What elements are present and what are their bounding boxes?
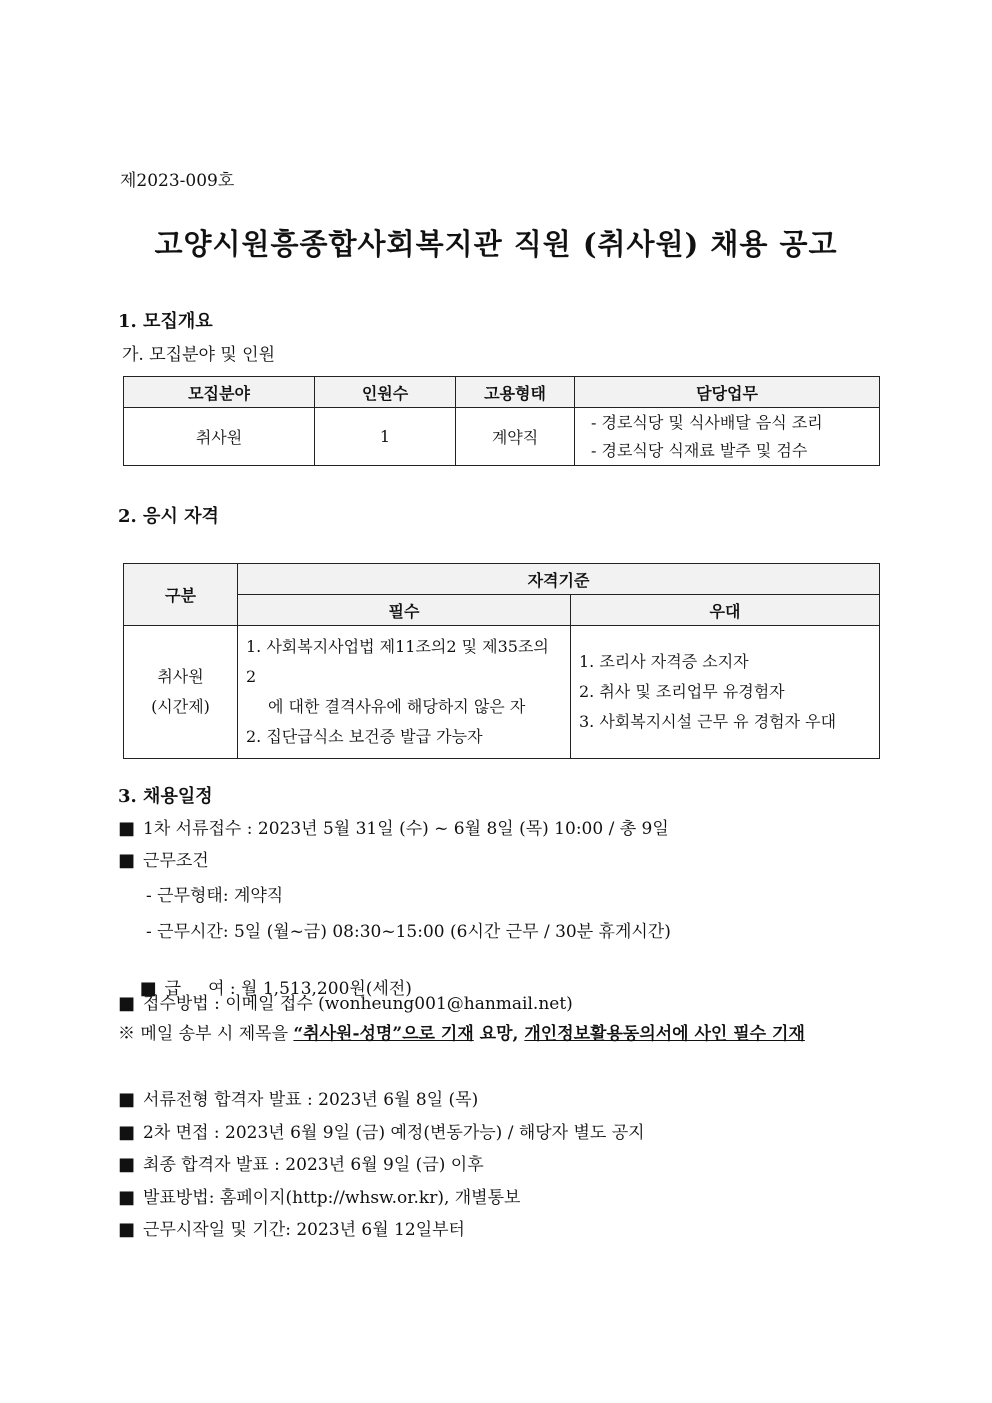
preferred-item: 1. 조리사 자격증 소지자 xyxy=(579,652,749,671)
schedule-apply-method: 접수방법 : 이메일 접수 (wonheung001@hanmail.net) xyxy=(143,994,573,1014)
note-mid: 요망, xyxy=(473,1024,525,1044)
header-criteria: 자격기준 xyxy=(238,564,880,595)
cell-count: 1 xyxy=(315,408,456,466)
section2-heading: 2. 응시 자격 xyxy=(118,506,219,527)
header-required: 필수 xyxy=(238,595,571,626)
square-bullet-icon: ■ xyxy=(139,978,157,999)
recruit-table xyxy=(123,376,880,466)
square-bullet-icon: ■ xyxy=(118,1089,136,1110)
cell-duties xyxy=(575,408,880,466)
square-bullet-icon: ■ xyxy=(118,1187,136,1208)
section1-heading: 1. 모집개요 xyxy=(118,311,213,332)
schedule-conditions: 근무조건 xyxy=(143,851,209,871)
list-item xyxy=(118,1118,645,1143)
schedule-work-type: - 근무형태: 계약직 xyxy=(146,886,284,906)
header-field: 모집분야 xyxy=(124,377,315,408)
required-item: 1. 사회복지사업법 제11조의2 및 제35조의 2 xyxy=(246,637,549,686)
note-subject: “취사원-성명”으로 기재 xyxy=(293,1024,474,1044)
cell-type: 계약직 xyxy=(456,408,575,466)
list-item xyxy=(118,1085,478,1110)
square-bullet-icon: ■ xyxy=(118,993,136,1014)
note-consent: 개인정보활용동의서에 사인 필수 기재 xyxy=(524,1024,805,1044)
email-note xyxy=(118,1018,878,1050)
page-title: 고양시원흥종합사회복지관 직원 (취사원) 채용 공고 xyxy=(154,227,838,261)
qualification-table xyxy=(123,563,880,759)
duty-item: - 경로식당 및 식사배달 음식 조리 xyxy=(591,412,823,432)
square-bullet-icon: ■ xyxy=(118,1219,136,1240)
list-item xyxy=(118,1215,465,1240)
section1-subheading: 가. 모집분야 및 인원 xyxy=(122,345,275,365)
preferred-item: 2. 취사 및 조리업무 유경험자 xyxy=(579,682,785,701)
category-line: 취사원 xyxy=(157,667,204,686)
square-bullet-icon: ■ xyxy=(118,1154,136,1175)
list-item xyxy=(118,989,573,1014)
table-row xyxy=(124,626,880,759)
schedule-announce: 발표방법: 홈페이지(http://whsw.or.kr), 개별통보 xyxy=(143,1188,521,1208)
square-bullet-icon: ■ xyxy=(118,1122,136,1143)
header-preferred: 우대 xyxy=(571,595,880,626)
header-duty: 담당업무 xyxy=(575,377,880,408)
list-item xyxy=(118,1183,520,1208)
cell-preferred xyxy=(571,626,880,759)
square-bullet-icon: ■ xyxy=(118,850,136,871)
cell-category xyxy=(124,626,238,759)
schedule-start: 근무시작일 및 기간: 2023년 6월 12일부터 xyxy=(143,1220,465,1240)
list-item xyxy=(118,1150,484,1175)
list-item xyxy=(118,814,669,839)
cell-required xyxy=(238,626,571,759)
schedule-salary: 급 여 : 월 1,513,200원(세전) xyxy=(164,979,412,999)
section3-heading: 3. 채용일정 xyxy=(118,786,213,807)
duty-item: - 경로식당 식재료 발주 및 검수 xyxy=(591,440,808,460)
cell-field: 취사원 xyxy=(124,408,315,466)
square-bullet-icon: ■ xyxy=(118,818,136,839)
list-item xyxy=(118,846,209,871)
preferred-item: 3. 사회복지시설 근무 유 경험자 우대 xyxy=(579,712,837,731)
schedule-first-round: 1차 서류접수 : 2023년 5월 31일 (수) ~ 6월 8일 (목) 10:00 / 총 9일 xyxy=(143,819,669,839)
header-category: 구분 xyxy=(124,564,238,626)
document-number: 제2023-009호 xyxy=(120,171,235,191)
header-type: 고용형태 xyxy=(456,377,575,408)
required-item: 에 대한 결격사유에 해당하지 않은 자 xyxy=(268,697,526,716)
required-item: 2. 집단급식소 보건증 발급 가능자 xyxy=(246,727,483,746)
note-prefix: ※ 메일 송부 시 제목을 xyxy=(118,1024,294,1044)
schedule-doc-result: 서류전형 합격자 발표 : 2023년 6월 8일 (목) xyxy=(143,1090,479,1110)
schedule-final: 최종 합격자 발표 : 2023년 6월 9일 (금) 이후 xyxy=(143,1155,484,1175)
header-count: 인원수 xyxy=(315,377,456,408)
schedule-work-hours: - 근무시간: 5일 (월~금) 08:30~15:00 (6시간 근무 / 30분 휴게시간) xyxy=(146,922,671,942)
schedule-interview: 2차 면접 : 2023년 6월 9일 (금) 예정(변동가능) / 해당자 별도 공지 xyxy=(143,1123,645,1143)
table-row xyxy=(124,408,880,466)
category-line: (시간제) xyxy=(151,697,210,716)
